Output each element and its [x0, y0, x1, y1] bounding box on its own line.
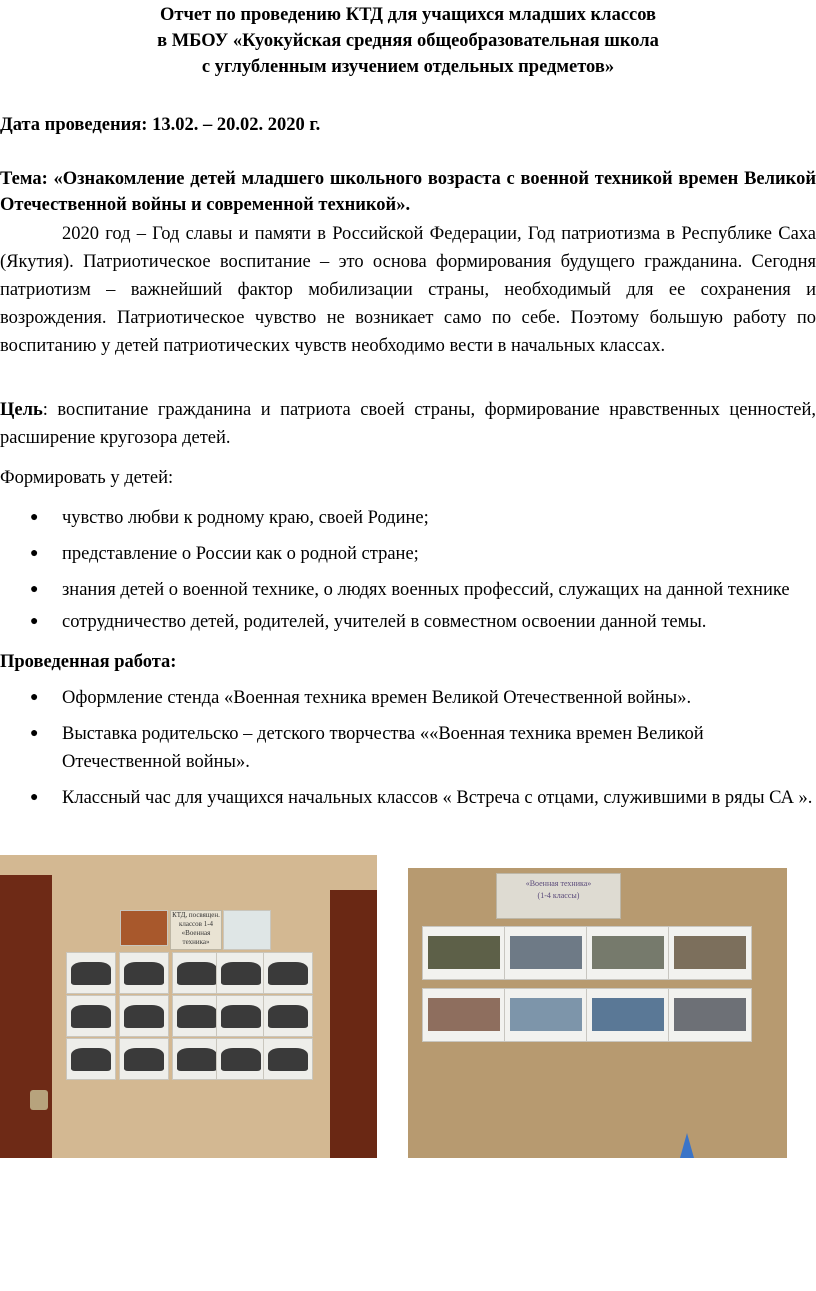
- photo-modern-tech-stand: [408, 868, 787, 1158]
- ship-picture: [504, 926, 588, 980]
- tank-picture: [66, 952, 116, 994]
- work-done-heading: Проведенная работа:: [0, 652, 177, 672]
- theme-heading: Тема: «Ознакомление детей младшего школьного возраста с военной техникой времен Великой Отечественной войны и современной техникой».: [0, 169, 816, 215]
- intro-paragraph: [0, 220, 816, 360]
- door-handle-icon: [30, 1090, 48, 1110]
- report-title: [0, 2, 816, 80]
- event-date: Дата проведения: 13.02. – 20.02. 2020 г.: [0, 115, 321, 135]
- tank-picture: [216, 1038, 266, 1080]
- goal-paragraph: [0, 396, 816, 452]
- form-intro: Формировать у детей:: [0, 468, 174, 488]
- tank-picture: [586, 926, 670, 980]
- tank-picture: [216, 952, 266, 994]
- door: [0, 875, 52, 1158]
- cone-icon: [680, 1133, 694, 1158]
- tank-picture: [263, 1038, 313, 1080]
- title-line-1: Отчет по проведению КТД для учащихся младших классов: [159, 5, 657, 25]
- vehicle-picture: [422, 926, 506, 980]
- bullet-icon: ●: [30, 690, 39, 705]
- door: [330, 890, 377, 1158]
- tank-picture: [172, 1038, 222, 1080]
- list-item: ● чувство любви к родному краю, своей Родине;: [0, 504, 816, 532]
- tank-picture: [216, 995, 266, 1037]
- title-line-3: с углубленным изучением отдельных предметов»: [201, 57, 615, 77]
- tank-picture: [172, 952, 222, 994]
- list-item: ● Классный час для учащихся начальных классов « Встреча с отцами, служившими в ряды СА ».: [0, 784, 816, 812]
- tank-picture: [66, 995, 116, 1037]
- tank-picture: [263, 995, 313, 1037]
- vehicle-picture: [422, 988, 506, 1042]
- tank-picture: [119, 1038, 169, 1080]
- ship-picture: [504, 988, 588, 1042]
- photo-exhibition-stand: [0, 855, 377, 1158]
- list-item: ● Оформление стенда «Военная техника времен Великой Отечественной войны».: [0, 684, 816, 712]
- stand-banner: КТД, посвящен. классов 1-4 «Военная техника»: [170, 910, 222, 950]
- bullet-icon: ●: [30, 582, 39, 597]
- goal-text: : воспитание гражданина и патриота своей страны, формирование нравственных ценностей, расширение кругозора детей.: [0, 400, 816, 448]
- tank-picture: [263, 952, 313, 994]
- bullet-icon: ●: [30, 726, 39, 741]
- goal-label: Цель: [0, 400, 43, 420]
- tank-picture: [668, 926, 752, 980]
- bullet-icon: ●: [30, 614, 39, 629]
- tank-picture: [119, 995, 169, 1037]
- helicopter-picture: [668, 988, 752, 1042]
- intro-text: 2020 год – Год славы и памяти в Российской Федерации, Год патриотизма в Республике Саха (Якутия). Патриотическое воспитание – это основа формирования будущего гражданина. Сегодня патриотизм – важнейший фактор мобилизации страны, необходимый для ее сохранения и возрождения. Патриотическое чувство не возникает само по себе. Поэтому большую работу по воспитанию у детей патриотических чувств необходимо вести в начальных классах.: [0, 224, 816, 356]
- title-line-2: в МБОУ «Куокуйская средняя общеобразовательная школа: [157, 31, 659, 51]
- poster-image: [120, 910, 168, 946]
- tank-picture: [66, 1038, 116, 1080]
- goals-list: [0, 504, 816, 644]
- list-item: ● знания детей о военной технике, о людях военных профессий, служащих на данной технике: [0, 576, 816, 604]
- bullet-icon: ●: [30, 510, 39, 525]
- list-item: ● представление о России как о родной стране;: [0, 540, 816, 568]
- tank-picture: [172, 995, 222, 1037]
- stand-title: «Военная техника» (1-4 классы): [496, 873, 621, 919]
- jet-picture: [586, 988, 670, 1042]
- poster-image: [223, 910, 271, 950]
- list-item: ● сотрудничество детей, родителей, учителей в совместном освоении данной темы.: [0, 608, 816, 636]
- bullet-icon: ●: [30, 790, 39, 805]
- bullet-icon: ●: [30, 546, 39, 561]
- tank-picture: [119, 952, 169, 994]
- list-item: ● Выставка родительско – детского творчества ««Военная техника времен Великой Отечественной войны».: [0, 720, 816, 776]
- work-done-list: [0, 684, 816, 820]
